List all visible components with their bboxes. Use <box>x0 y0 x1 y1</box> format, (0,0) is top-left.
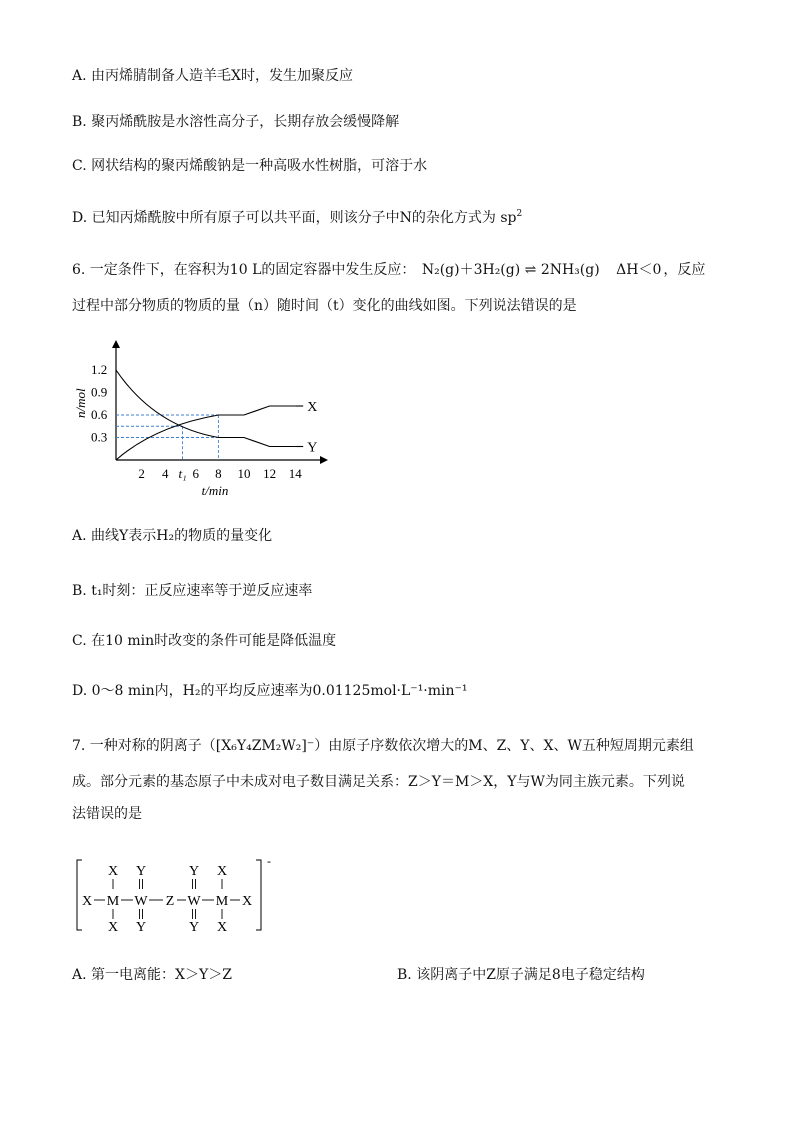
series-label-X: X <box>307 400 318 415</box>
atom-X: X <box>107 864 119 879</box>
q7-stem-line2: 成。部分元素的基态原子中未成对电子数目满足关系：Z＞Y＝M＞X，Y与W为同主族元素。下列说 <box>72 774 685 790</box>
q6-option-a: A. 曲线Y表示H₂的物质的量变化 <box>72 528 273 544</box>
q5-option-a: A. 由丙烯腈制备人造羊毛X时，发生加聚反应 <box>72 68 353 84</box>
y-tick-label: 0.9 <box>91 384 108 400</box>
q6-option-d: D. 0～8 min内，H₂的平均反应速率为0.01125mol·L⁻¹·min⁻¹ <box>72 683 468 699</box>
series-line-X <box>116 406 295 460</box>
atom-W: W <box>187 894 201 909</box>
q7-option-a: A. 第一电离能：X＞Y＞Z <box>72 967 232 983</box>
atom-Y: Y <box>135 920 147 935</box>
y-axis-arrow <box>112 340 120 348</box>
y-tick-label: 1.2 <box>91 362 108 377</box>
chart-content <box>73 362 317 498</box>
x-tick-label: t₁ <box>178 466 187 481</box>
atom-Y: Y <box>188 864 200 879</box>
q6-stem-a: 6. 一定条件下，在容积为10 L的固定容器中发生反应： <box>72 262 416 278</box>
y-axis-label: n/mol <box>73 388 88 418</box>
y-tick-label: 0.3 <box>91 429 108 445</box>
atom-M: M <box>106 894 120 909</box>
q6-chart <box>70 338 340 508</box>
q5-option-b: B. 聚丙烯酰胺是水溶性高分子，长期存放会缓慢降解 <box>72 114 400 130</box>
x-tick-label: 8 <box>215 466 222 481</box>
x-axis-label: t/min <box>201 483 229 498</box>
anion-structure-diagram <box>68 855 288 935</box>
atom-X: X <box>107 920 119 935</box>
q6-option-c: C. 在10 min时改变的条件可能是降低温度 <box>72 633 337 649</box>
series-line-Y <box>116 370 295 447</box>
anion-charge: - <box>267 855 271 868</box>
q5-option-d-sup: 2 <box>516 209 523 219</box>
q7-stem-line3: 法错误的是 <box>72 806 142 822</box>
atom-W: W <box>134 894 148 909</box>
q6-equation: N₂(g)＋3H₂(g) ⇌ 2NH₃(g) <box>421 262 600 278</box>
q7-stem-line1: 7. 一种对称的阴离子（[X₆Y₄ZM₂W₂]⁻）由原子序数依次增大的M、Z、Y、X、W五种短周期元素组 <box>72 738 694 754</box>
q6-stem-line2: 过程中部分物质的物质的量（n）随时间（t）变化的曲线如图。下列说法错误的是 <box>72 298 577 314</box>
x-tick-label: 4 <box>161 466 169 481</box>
atom-X: X <box>216 864 228 879</box>
x-tick-label: 14 <box>288 466 302 481</box>
q7-option-b: B. 该阴离子中Z原子满足8电子稳定结构 <box>397 967 645 983</box>
atom-Y: Y <box>135 864 147 879</box>
q5-option-d <box>72 204 522 228</box>
x-tick-label: 12 <box>263 466 277 481</box>
q6-stem-b: ，反应 <box>663 262 706 278</box>
y-tick-label: 0.6 <box>91 407 108 422</box>
series-label-Y: Y <box>307 440 318 456</box>
atom-X: X <box>81 894 93 909</box>
atom-X: X <box>216 920 228 935</box>
atom-Y: Y <box>188 920 200 935</box>
right-bracket <box>256 860 261 930</box>
q6-stem-line1 <box>72 260 705 280</box>
q6-option-b: B. t₁时刻：正反应速率等于逆反应速率 <box>72 583 313 599</box>
x-axis-arrow <box>320 456 328 464</box>
q6-dh: ΔH＜0 <box>616 262 662 278</box>
q5-option-d-text: D. 已知丙烯酰胺中所有原子可以共平面，则该分子中N的杂化方式为 sp <box>72 210 517 226</box>
x-tick-label: 6 <box>192 466 200 481</box>
atom-Z: Z <box>165 894 175 909</box>
q5-option-c: C. 网状结构的聚丙烯酸钠是一种高吸水性树脂，可溶于水 <box>72 158 428 174</box>
x-tick-label: 10 <box>237 466 251 481</box>
atom-M: M <box>215 894 229 909</box>
x-tick-label: 2 <box>138 466 145 481</box>
atom-X: X <box>241 894 253 909</box>
